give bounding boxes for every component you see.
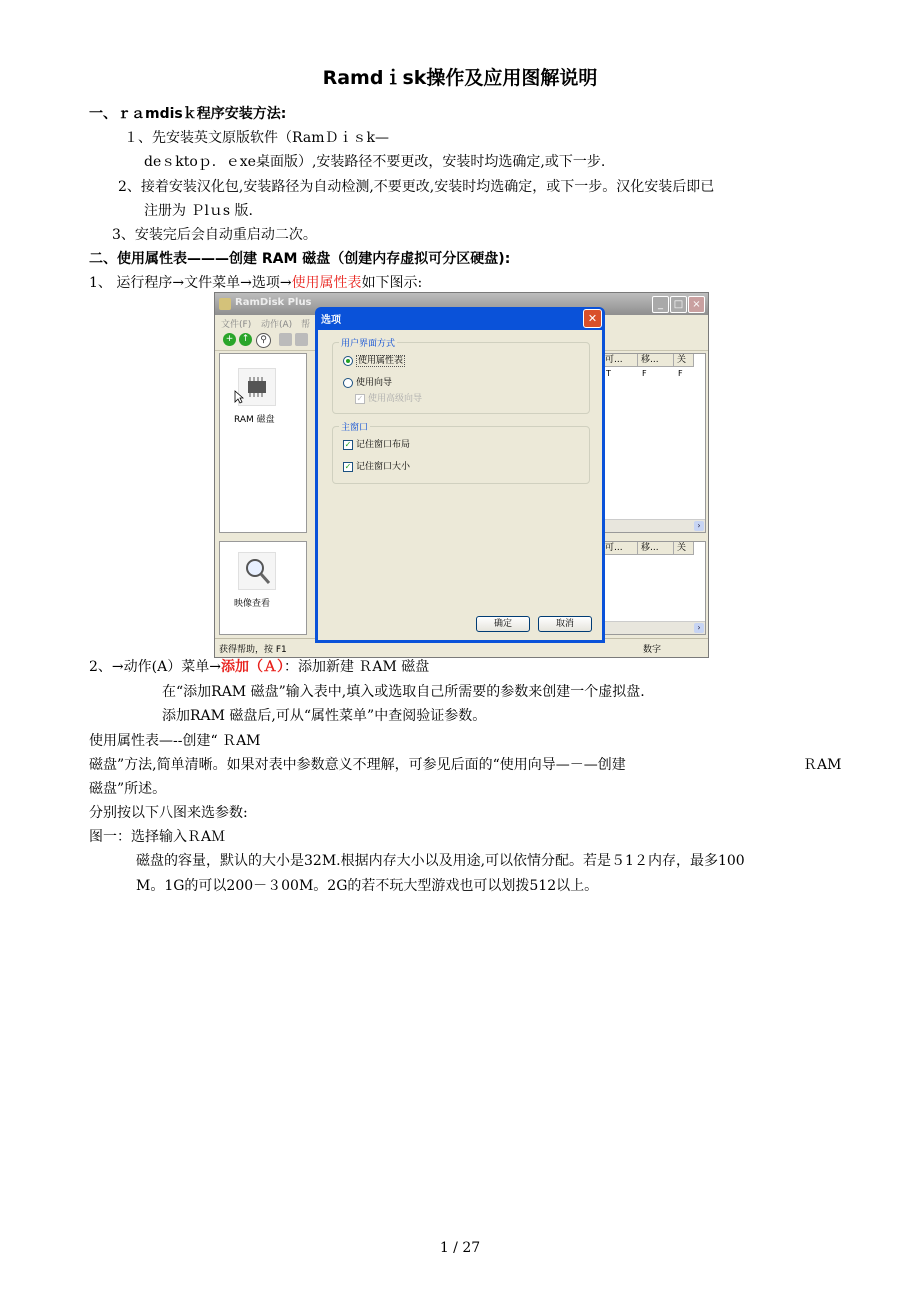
image-viewer-label[interactable]: 映像查看 [234, 599, 271, 609]
option-label: 使用高级向导 [368, 394, 423, 404]
ui-mode-group [332, 339, 590, 414]
right-pane-list-2 [601, 541, 706, 635]
maximize-icon[interactable]: □ [670, 296, 687, 313]
open-icon[interactable] [295, 333, 308, 346]
status-numlock: 数字 [643, 645, 662, 655]
dialog-close-icon[interactable]: ✕ [583, 309, 602, 328]
column-header[interactable]: 移... [638, 354, 674, 367]
table-cell: F [642, 369, 647, 378]
page-number: 1 / 27 [439, 1240, 481, 1256]
table-cell: F [678, 369, 683, 378]
paragraph: M。1G的可以200－３00M。2G的若不玩大型游戏也可以划拨512以上。 [136, 878, 599, 894]
step-3-line: 3、安装完后会自动重启动二次。 [112, 227, 317, 243]
step-1-line-a: １、先安装英文原版软件（RamＤｉｓk— [124, 130, 389, 146]
main-window-group [332, 423, 590, 484]
paragraph: 分别按以下八图来选参数: [89, 805, 248, 821]
paragraph: 使用属性表—--创建“ ＲAM [89, 733, 261, 749]
dialog-title: 选项 [321, 315, 341, 326]
step-text: 2、→动作(A）菜单→ [89, 659, 221, 675]
add-icon[interactable]: + [223, 333, 236, 346]
group-label: 主窗口 [339, 420, 370, 433]
paragraph: 磁盘”所述。 [89, 781, 167, 797]
search-icon[interactable]: ⚲ [256, 333, 271, 348]
close-icon[interactable]: × [688, 296, 705, 313]
scroll-right-icon[interactable]: › [694, 521, 704, 531]
menu-action[interactable]: 动作(A) [261, 320, 293, 330]
option-label: 使用向导 [356, 378, 393, 388]
radio-selected-icon [343, 356, 353, 366]
radio-wizard[interactable] [343, 375, 392, 388]
cancel-button[interactable]: 取消 [538, 616, 592, 632]
column-header[interactable]: 关 [674, 354, 694, 367]
group-label: 用户界面方式 [339, 336, 397, 349]
app-icon [219, 298, 231, 310]
column-header[interactable]: 关 [674, 542, 694, 555]
checkbox-disabled-icon: ✓ [356, 393, 364, 403]
scroll-right-icon[interactable]: › [694, 623, 704, 633]
radio-icon [343, 378, 353, 388]
option-label: 记住窗口布局 [356, 440, 411, 450]
paragraph: 在“添加RAM 磁盘”输入表中,填入或选取自己所需要的参数来创建一个虚拟盘. [162, 684, 645, 700]
column-header[interactable]: 移... [638, 542, 674, 555]
paragraph: 磁盘的容量，默认的大小是32M.根据内存大小以及用途,可以依情分配。若是５1２内存，最多100 [136, 853, 745, 869]
option-label: 记住窗口大小 [356, 462, 411, 472]
checkbox-remember-layout[interactable] [343, 437, 410, 450]
step-text: 如下图示: [361, 275, 423, 291]
table-cell: T [606, 369, 611, 378]
horizontal-scrollbar[interactable] [602, 621, 705, 634]
image-viewer-icon[interactable] [238, 552, 276, 590]
status-help-text: 获得帮助，按 F1 [219, 645, 287, 655]
ram-disk-label[interactable]: RAM 磁盘 [234, 415, 275, 425]
right-pane-list [601, 353, 706, 533]
highlight-text: 添加（Ａ） [220, 659, 284, 675]
section-2-step-1 [89, 273, 422, 293]
left-pane-images [219, 541, 307, 635]
step-text: 1、 运行程序→文件菜单→选项→ [89, 275, 292, 291]
save-icon[interactable] [279, 333, 292, 346]
mouse-cursor-icon [234, 390, 244, 404]
section-2-heading: 二、使用属性表———创建 RAM 磁盘（创建内存虚拟可分区硬盘): [89, 251, 511, 267]
paragraph: ＲAM [803, 757, 842, 773]
section-1-heading: 一、ｒａmdisｋ程序安装方法: [89, 106, 287, 122]
step-2-line-a: 2、接着安装汉化包,安装路径为自动检测,不要更改,安装时均选确定，或下一步。汉化安装后即已 [118, 179, 715, 195]
menu-help[interactable]: 帮 [301, 320, 311, 330]
menu-file[interactable]: 文件(F) [221, 320, 252, 330]
ok-button[interactable]: 确定 [476, 616, 530, 632]
figure-caption: 图一：选择输入ＲAＭ [89, 829, 226, 845]
column-header[interactable]: 可... [602, 542, 638, 555]
options-dialog [315, 307, 605, 643]
checkbox-checked-icon: ✓ [344, 461, 352, 471]
ramdisk-screenshot [214, 292, 709, 658]
step-1-line-b: deｓktoｐ．ｅxe桌面版）,安装路径不要更改，安装时均选确定,或下一步. [144, 154, 606, 170]
minimize-icon[interactable]: _ [652, 296, 669, 313]
paragraph: 添加RAM 磁盘后,可从“属性菜单”中查阅验证参数。 [162, 708, 487, 724]
window-title: RamDisk Plus [235, 297, 312, 308]
horizontal-scrollbar[interactable] [602, 519, 705, 532]
highlight-text: 使用属性表 [291, 275, 362, 291]
document-title: Ramdｉsk操作及应用图解说明 [322, 67, 598, 89]
checkbox-remember-size[interactable] [343, 459, 410, 472]
step-2-line-b: 注册为 Ｐlｕs 版. [144, 203, 254, 219]
paragraph: 磁盘”方法,简单清晰。如果对表中参数意义不理解，可参见后面的“使用向导—－—创建 [89, 757, 626, 773]
option-label: 使用属性表 [358, 356, 404, 366]
checkbox-checked-icon: ✓ [344, 439, 352, 449]
section-2-step-2 [89, 657, 429, 677]
dialog-body [318, 330, 602, 640]
column-header[interactable]: 可... [602, 354, 638, 367]
left-pane-disks [219, 353, 307, 533]
checkbox-advanced-wizard[interactable] [355, 391, 422, 404]
radio-property-sheet[interactable] [343, 353, 405, 366]
up-icon[interactable]: ↑ [239, 333, 252, 346]
step-text: ：添加新建 ＲAM 磁盘 [283, 659, 430, 675]
